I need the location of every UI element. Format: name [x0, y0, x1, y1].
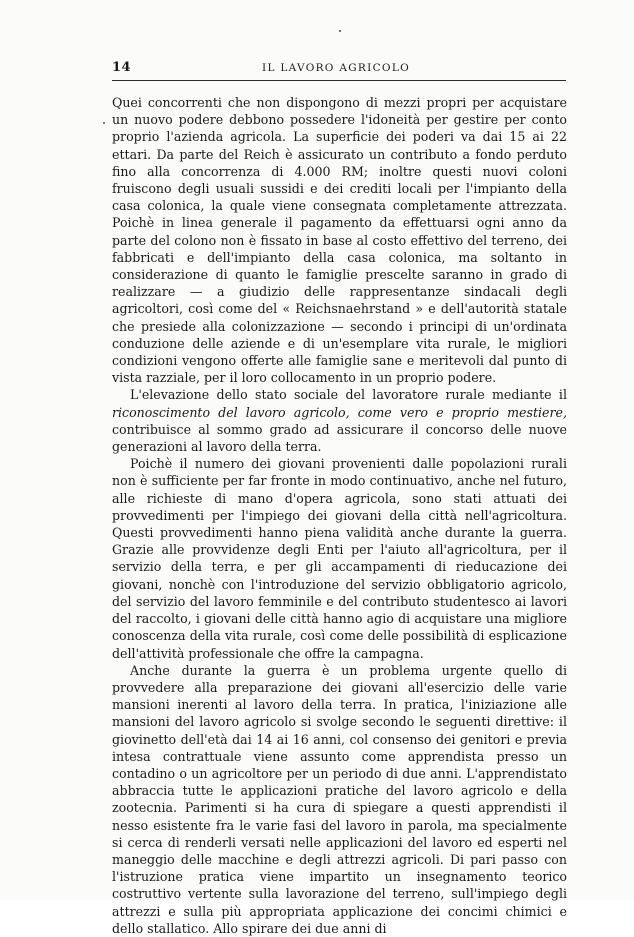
- paragraph-1: Quei concorrenti che non dispongono di mezzi propri per acquistare un nuovo podere debbono possedere l'idoneità per gestire per conto proprio l'azienda agricola. La superficie dei poderi va dai 15 ai 22 ettari. Da parte del Reich è assicurato un contributo a fondo perduto fino alla concorrenza di 4.000 RM; inoltre questi nuovi coloni fruiscono degli usuali sussidi e dei crediti locali per l'impianto della casa colonica, la quale viene consegnata completamente attrezzata. Poichè in linea generale il pagamento da effettuarsi ogni anno da parte del colono non è fissato in base al costo effettivo del terreno, dei fabbricati e dell'impianto della casa colonica, ma soltanto in considerazione di quanto le famiglie prescelte saranno in grado di realizzare — a giudizio delle rappresentanze sindacali degli agricoltori, così come del « Reichsnaehrstand » e dell'autorità statale che presiede alla colonizzazione — secondo i principi di un'ordinata conduzione delle aziende e di un'esemplare vita rurale, le migliori condizioni vengono offerte alle famiglie sane e meritevoli dal punto di vista razziale, per il loro collocamento in un proprio podere.: [112, 95, 567, 386]
- paragraph-2-start: L'elevazione dello stato sociale del lavoratore rurale mediante il: [130, 387, 567, 403]
- page-header: [112, 58, 566, 81]
- scan-speck: [339, 30, 341, 32]
- paragraph-2-italic: riconoscimento del lavoro agricolo, come vero e proprio mestiere,: [112, 404, 567, 420]
- paragraph-2-end: contribuisce al sommo grado ad assicurare il concorso delle nuove generazioni al lavoro della terra.: [112, 421, 567, 455]
- body-text: [112, 94, 567, 937]
- paragraph-2: [112, 386, 567, 455]
- paragraph-3: Poichè il numero dei giovani provenienti dalle popolazioni rurali non è sufficiente per far fronte in modo continuativo, anche nel futuro, alle richieste di mano d'opera agricola, sono stati attuati dei provvedimenti per l'impiego dei giovani della città nell'agricoltura. Questi provvedimenti hanno piena validità anche durante la guerra. Grazie alle provvidenze degli Enti per l'aiuto all'agricoltura, per il servizio della terra, e per gli accampamenti di rieducazione dei giovani, nonchè con l'introduzione del servizio obbligatorio agricolo, del servizio del lavoro femminile e del contributo studentesco ai lavori del raccolto, i giovani delle città hanno agio di acquistare una migliore conoscenza della vita rurale, così come delle possibilità di esplicazione dell'attività professionale che offre la campagna.: [112, 456, 567, 661]
- paragraph-4: Anche durante la guerra è un problema urgente quello di provvedere alla preparazione dei giovani all'esercizio delle varie mansioni inerenti al lavoro della terra. In pratica, l'iniziazione alle mansioni del lavoro agricolo si svolge secondo le seguenti direttive: il giovinetto dell'età dai 14 ai 16 anni, col consenso dei genitori e previa intesa contrattuale viene assunto come apprendista presso un contadino o un agricoltore per un periodo di due anni. L'apprendistato abbraccia tutte le applicazioni pratiche del lavoro agricolo e della zootecnia. Parimenti si ha cura di spiegare a questi apprendisti il nesso esistente fra le varie fasi del lavoro in parola, ma specialmente si cerca di renderli versati nelle applicazioni del lavoro ed esperti nel maneggio delle macchine e degli attrezzi agricoli. Di pari passo con l'istruzione pratica viene impartito un insegnamento teorico costruttivo vertente sulla lavorazione del terreno, sull'impiego degli attrezzi e sulla più appropriata applicazione dei concimi chimici e dello stallatico. Allo spirare dei due anni di: [112, 662, 567, 936]
- page-number: 14: [112, 60, 132, 75]
- scan-speck: [103, 122, 105, 124]
- running-head: IL LAVORO AGRICOLO: [262, 62, 410, 74]
